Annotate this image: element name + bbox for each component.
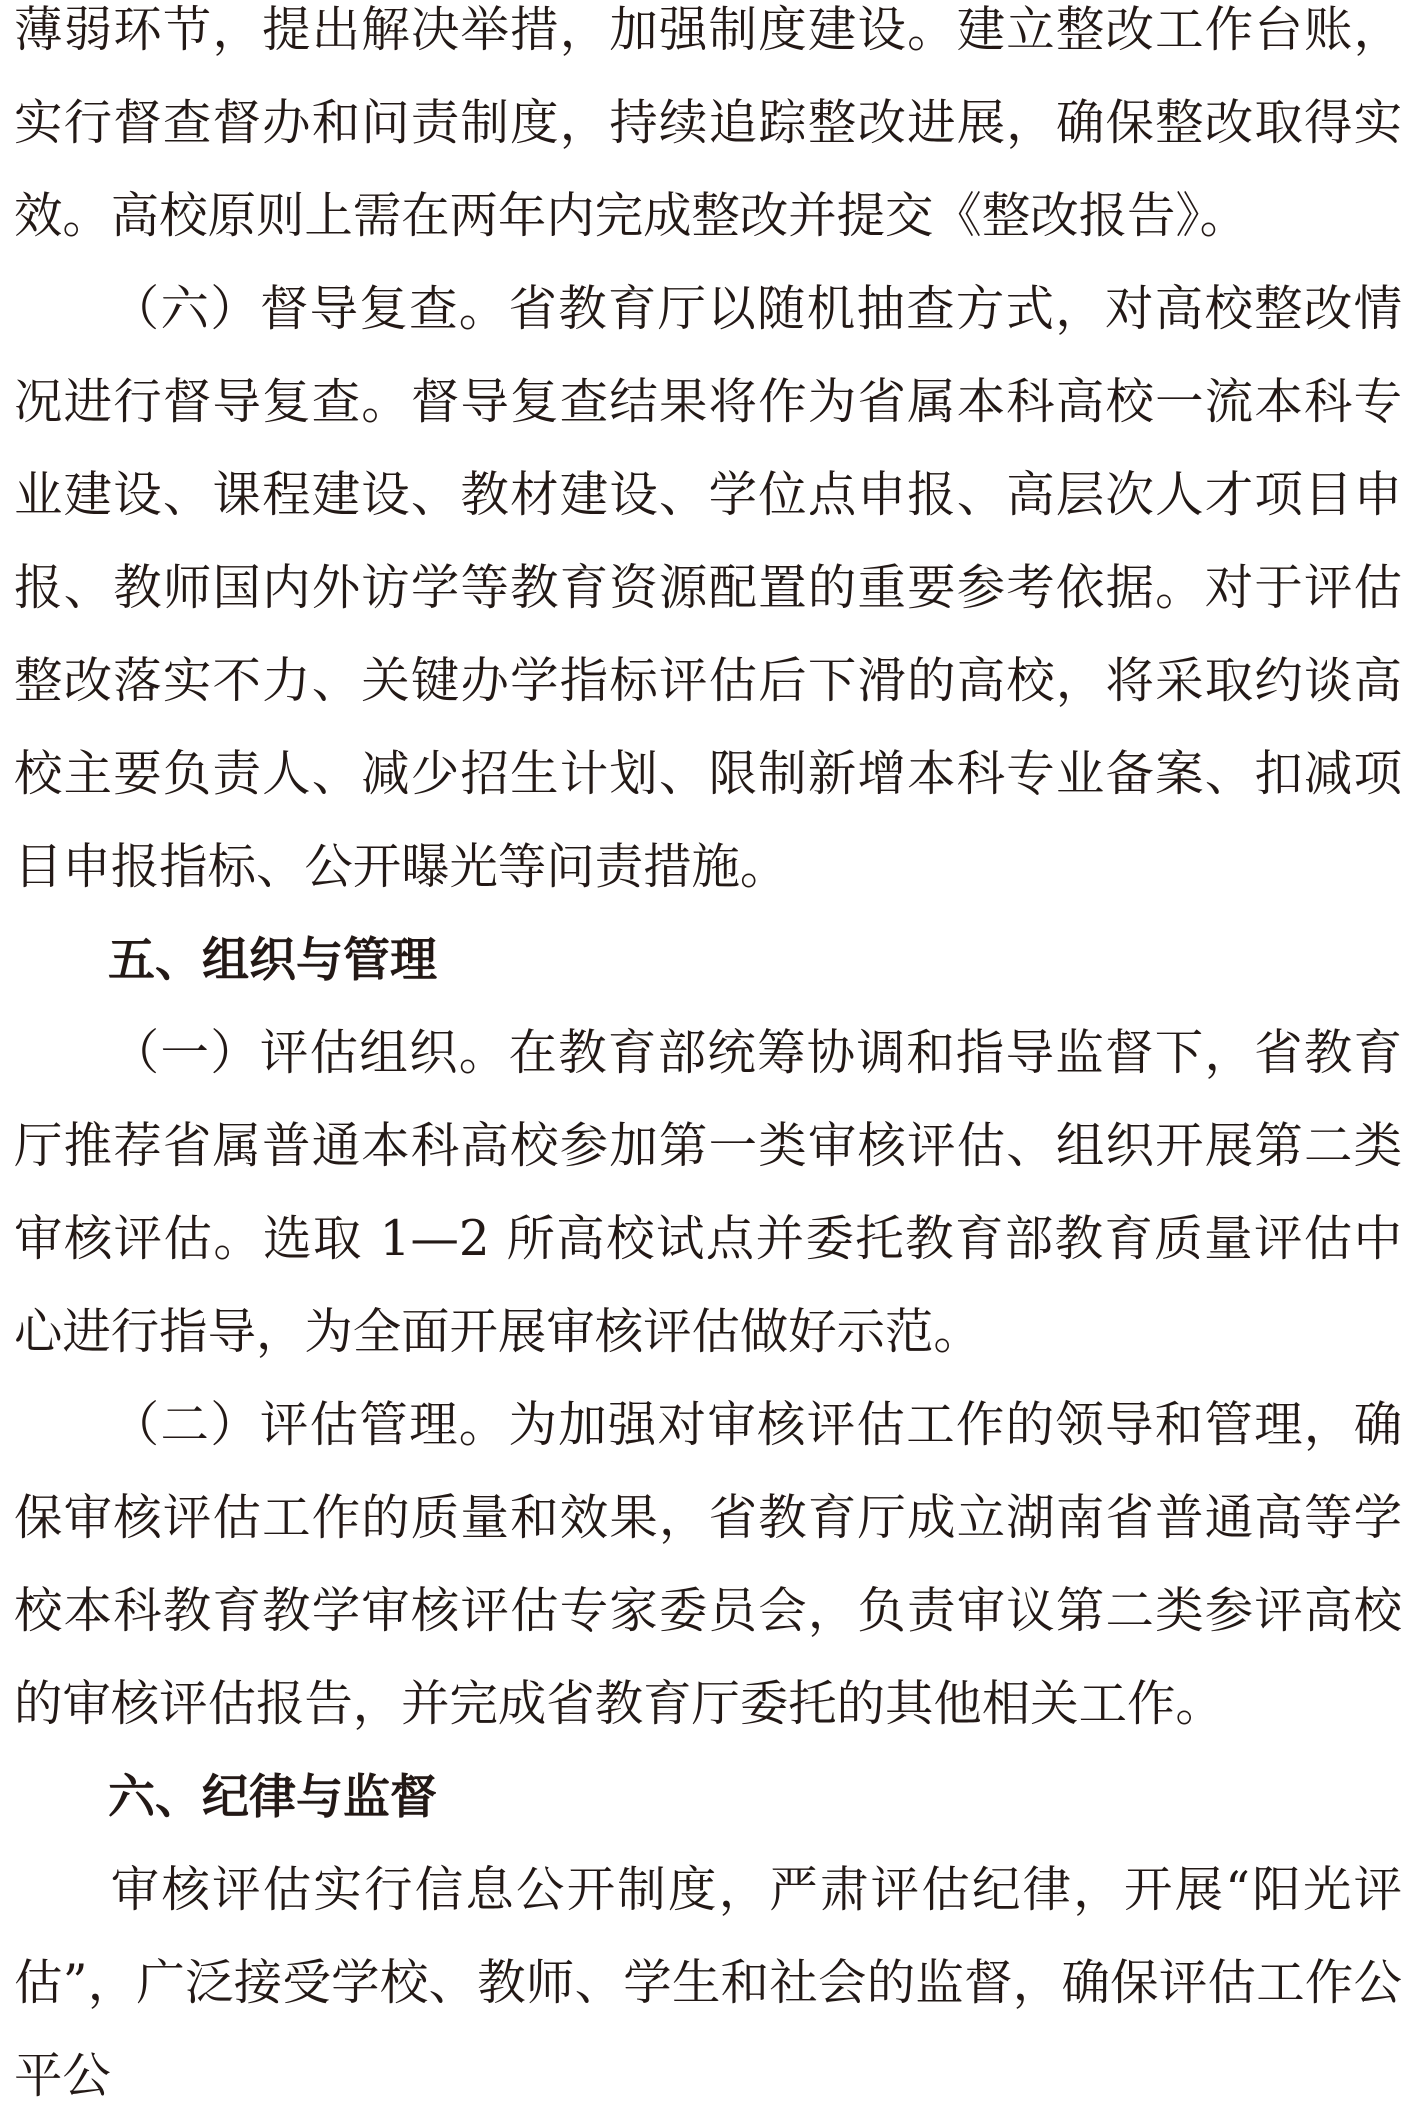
- paragraph-text: 薄弱环节，提出解决举措，加强制度建设。建立整改工作台账，实行督查督办和问责制度，持续追踪整改进展，确保整改取得实效。高校原则上需在两年内完成整改并提交《整改报告》。: [14, 2, 1402, 244]
- paragraph-text: 省教育厅以随机抽查方式，对高校整改情况进行督导复查。督导复查结果将作为省属本科高校一流本科专业建设、课程建设、教材建设、学位点申报、高层次人才项目申报、教师国内外访学等教育资源配置的重要参考依据。对于评估整改落实不力、关键办学指标评估后下滑的高校，将采取约谈高校主要负责人、减少招生计划、限制新增本科专业备案、扣减项目申报指标、公开曝光等问责措施。: [14, 281, 1403, 895]
- paragraph-evaluation-management: [14, 1379, 1402, 1751]
- paragraph-text: 为加强对审核评估工作的领导和管理，确保审核评估工作的质量和效果，省教育厅成立湖南省普通高等学校本科教育教学审核评估专家委员会，负责审议第二类参评高校的审核评估报告，并完成省教育厅委托的其他相关工作。: [14, 1397, 1403, 1732]
- paragraph-text: 在教育部统筹协调和指导监督下，省教育厅推荐省属普通本科高校参加第一类审核评估、组织开展第二类审核评估。选取 1—2 所高校试点并委托教育部教育质量评估中心进行指导，为全面开展审核评估做好示范。: [14, 1025, 1403, 1360]
- paragraph-evaluation-organization: [14, 1007, 1402, 1379]
- paragraph-text: 审核评估实行信息公开制度，严肃评估纪律，开展“阳光评估”，广泛接受学校、教师、学生和社会的监督，确保评估工作公平公: [14, 1862, 1402, 2104]
- subsection-label: （六）督导复查。: [110, 281, 509, 337]
- paragraph-continuation: [14, 0, 1402, 263]
- section-heading-discipline: 六、纪律与监督: [108, 1770, 437, 1825]
- paragraph-discipline-body: [14, 1844, 1402, 2123]
- subsection-label: （二）评估管理。: [110, 1397, 509, 1453]
- subsection-label: （一）评估组织。: [110, 1025, 509, 1081]
- paragraph-supervision-review: [14, 263, 1402, 914]
- section-heading-organization: 五、组织与管理: [108, 933, 437, 988]
- document-body: [14, 0, 1402, 2123]
